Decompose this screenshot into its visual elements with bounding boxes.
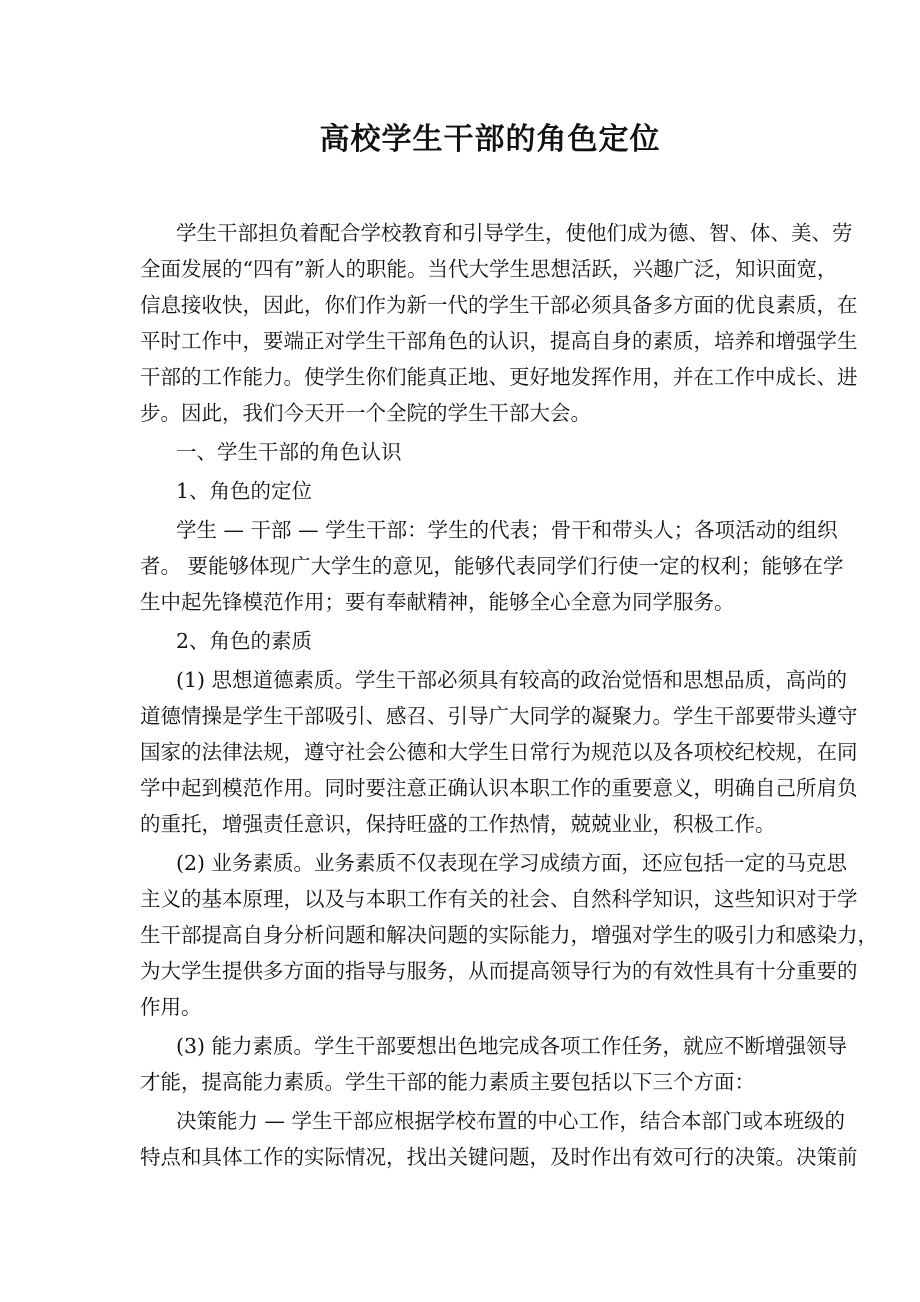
text-line: 国家的法律法规，遵守社会公德和大学生日常行为规范以及各项校纪校规，在同 — [140, 740, 858, 764]
text-line: 平时工作中，要端正对学生干部角色的认识，提高自身的素质，培养和增强学生 — [140, 329, 858, 353]
text-line: (2) 业务素质。业务素质不仅表现在学习成绩方面，还应包括一定的马克思 — [176, 851, 848, 875]
text-line: 干部的工作能力。使学生你们能真正地、更好地发挥作用，并在工作中成长、进 — [140, 365, 858, 389]
paragraph — [140, 215, 858, 431]
text-line: 决策能力 — 学生干部应根据学校布置的中心工作，结合本部门或本班级的 — [176, 1109, 846, 1133]
text-line: 道德情操是学生干部吸引、感召、引导广大同学的凝聚力。学生干部要带头遵守 — [140, 704, 858, 728]
text-line: 步。因此，我们今天开一个全院的学生干部大会。 — [140, 401, 591, 425]
text-line: 一、学生干部的角色认识 — [176, 440, 402, 464]
text-line: 学生 — 干部 — 学生干部：学生的代表；骨干和带头人；各项活动的组织 — [176, 518, 838, 542]
paragraph — [140, 845, 878, 1025]
paragraph — [140, 1028, 848, 1100]
text-line: 的重托，增强责任意识，保持旺盛的工作热情，兢兢业业，积极工作。 — [140, 812, 776, 836]
text-line: 生中起先锋模范作用；要有奉献精神，能够全心全意为同学服务。 — [140, 590, 735, 614]
paragraph — [140, 662, 858, 842]
text-line: 主义的基本原理，以及与本职工作有关的社会、自然科学知识，这些知识对于学 — [140, 887, 858, 911]
text-line: (3) 能力素质。学生干部要想出色地完成各项工作任务，就应不断增强领导 — [176, 1034, 848, 1058]
text-line: 学中起到模范作用。同时要注意正确认识本职工作的重要意义，明确自己所肩负 — [140, 776, 858, 800]
text-line: 信息接收快，因此，你们作为新一代的学生干部必须具备多方面的优良素质，在 — [140, 293, 858, 317]
paragraph — [140, 473, 802, 509]
paragraph — [140, 512, 844, 620]
text-line: 学生干部担负着配合学校教育和引导学生，使他们成为德、智、体、美、劳 — [176, 221, 853, 245]
paragraph — [140, 434, 802, 470]
document-title: 高校学生干部的角色定位 — [319, 122, 661, 157]
paragraph — [140, 623, 802, 659]
text-line: (1) 思想道德素质。学生干部必须具有较高的政治觉悟和思想品质，高尚的 — [176, 668, 848, 692]
text-line: 特点和具体工作的实际情况，找出关键问题，及时作出有效可行的决策。决策前 — [140, 1145, 858, 1169]
text-line: 作用。 — [140, 995, 202, 1019]
text-line: 才能，提高能力素质。学生干部的能力素质主要包括以下三个方面： — [140, 1070, 755, 1094]
text-line: 2、角色的素质 — [176, 629, 313, 653]
paragraph — [140, 1103, 858, 1175]
text-line: 生干部提高自身分析问题和解决问题的实际能力，增强对学生的吸引力和感染力， — [140, 923, 878, 947]
text-line: 者。 要能够体现广大学生的意见，能够代表同学们行使一定的权利；能够在学 — [140, 554, 844, 578]
text-line: 1、角色的定位 — [176, 479, 313, 503]
text-line: 为大学生提供多方面的指导与服务，从而提高领导行为的有效性具有十分重要的 — [140, 959, 858, 983]
document-body — [140, 215, 878, 1178]
text-line: 全面发展的“四有”新人的职能。当代大学生思想活跃，兴趣广泛，知识面宽， — [140, 257, 838, 281]
